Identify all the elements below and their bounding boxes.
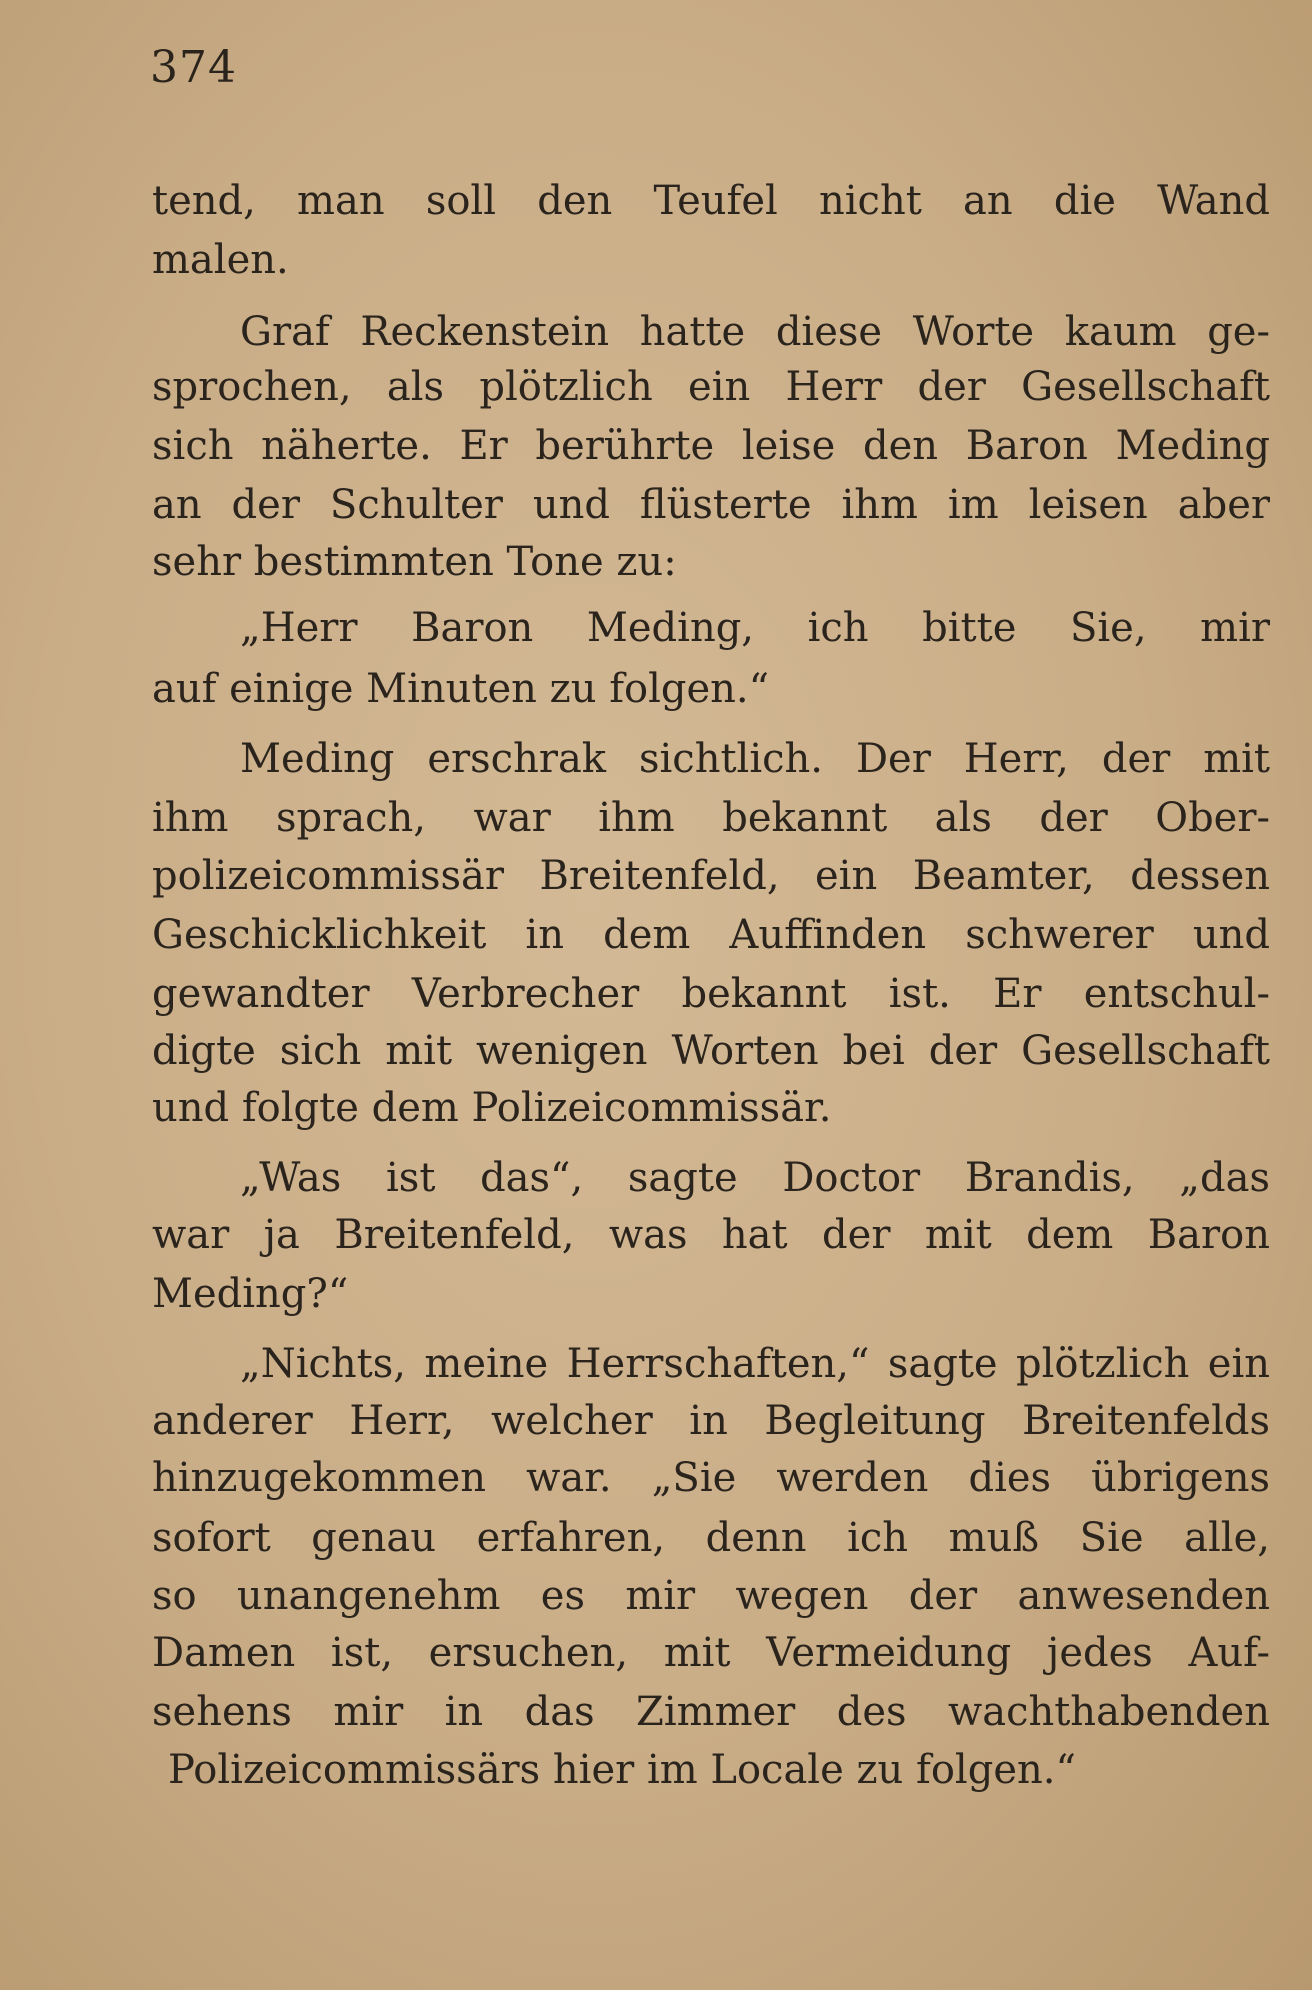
text-line: tend, man soll den Teufel nicht an die Wand <box>152 178 1270 224</box>
text-line: „Was ist das“, sagte Doctor Brandis, „das <box>240 1155 1270 1201</box>
page-number: 374 <box>150 42 237 93</box>
text-line: digte sich mit wenigen Worten bei der Gesellschaft <box>152 1028 1270 1074</box>
text-line: malen. <box>152 237 289 283</box>
text-line: so unangenehm es mir wegen der anwesenden <box>152 1573 1270 1619</box>
text-line: Damen ist, ersuchen, mit Vermeidung jedes Auf- <box>152 1630 1270 1676</box>
text-line: Meding?“ <box>152 1271 349 1317</box>
text-line: „Nichts, meine Herrschaften,“ sagte plötzlich ein <box>240 1341 1270 1387</box>
text-line: Geschicklichkeit in dem Auffinden schwerer und <box>152 912 1270 958</box>
text-line: auf einige Minuten zu folgen.“ <box>152 666 770 712</box>
text-line: Polizeicommissärs hier im Locale zu folgen.“ <box>168 1747 1076 1793</box>
text-line: war ja Breitenfeld, was hat der mit dem Baron <box>152 1212 1270 1258</box>
text-line: sofort genau erfahren, denn ich muß Sie alle, <box>152 1515 1270 1561</box>
text-line: hinzugekommen war. „Sie werden dies übrigens <box>152 1455 1270 1501</box>
text-line: Meding erschrak sichtlich. Der Herr, der mit <box>240 736 1270 782</box>
text-line: polizeicommissär Breitenfeld, ein Beamter, dessen <box>152 853 1270 899</box>
text-line: ihm sprach, war ihm bekannt als der Ober- <box>152 795 1270 841</box>
text-line: und folgte dem Polizeicommissär. <box>152 1085 832 1131</box>
text-line: gewandter Verbrecher bekannt ist. Er entschul- <box>152 971 1270 1017</box>
text-line: sehens mir in das Zimmer des wachthabenden <box>152 1689 1270 1735</box>
text-line: Graf Reckenstein hatte diese Worte kaum ge- <box>240 309 1270 355</box>
text-line: sehr bestimmten Tone zu: <box>152 539 677 585</box>
text-line: „Herr Baron Meding, ich bitte Sie, mir <box>240 605 1270 651</box>
text-line: anderer Herr, welcher in Begleitung Breitenfelds <box>152 1398 1270 1444</box>
text-line: sprochen, als plötzlich ein Herr der Gesellschaft <box>152 364 1270 410</box>
text-line: sich näherte. Er berührte leise den Baron Meding <box>152 423 1270 469</box>
text-line: an der Schulter und flüsterte ihm im leisen aber <box>152 482 1270 528</box>
